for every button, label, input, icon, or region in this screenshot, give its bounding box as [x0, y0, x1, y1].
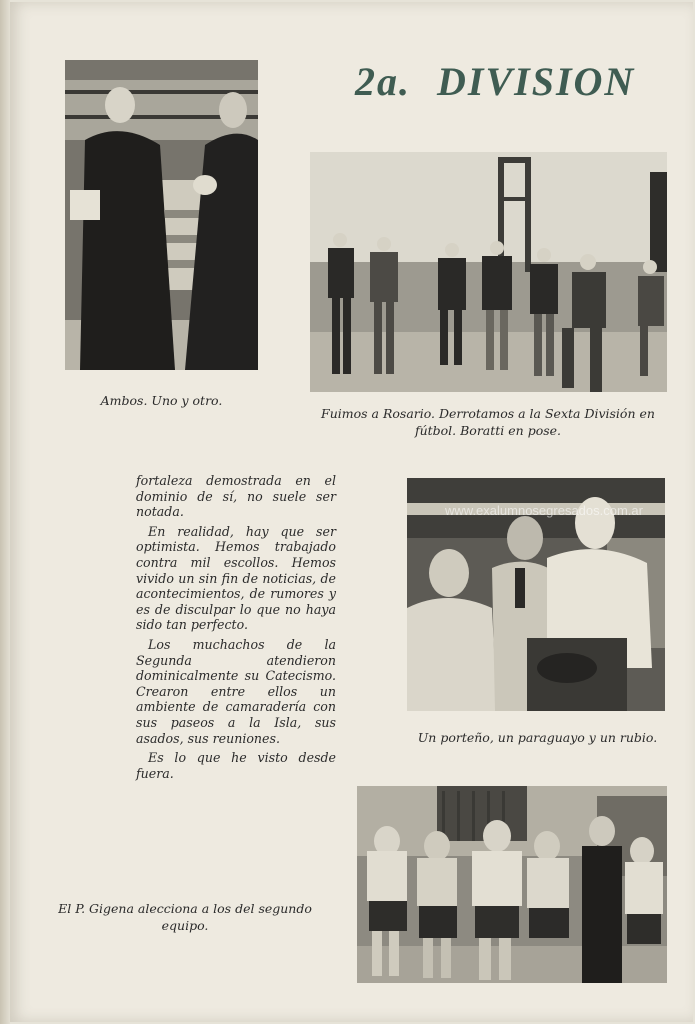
- page-title: [355, 58, 675, 105]
- photo-priests: [65, 60, 258, 370]
- binding-edge: [0, 0, 10, 1024]
- photo-team: [357, 786, 667, 983]
- caption-rosario: Fuimos a Rosario. Derrotamos a la Sexta División en fútbol. Boratti en pose.: [321, 406, 655, 438]
- caption-team: El P. Gigena alecciona a los del segundo equipo.: [58, 901, 312, 933]
- title-number: 2a.: [355, 59, 411, 104]
- article-paragraph: fortaleza demostrada en el dominio de sí, no suele ser notada.: [136, 473, 336, 520]
- watermark: www.exalumnosegresados.com.ar: [445, 503, 643, 518]
- caption-priests: Ambos. Uno y otro.: [100, 393, 223, 408]
- article-paragraph: Es lo que he visto desde fuera.: [136, 750, 336, 781]
- caption-boys: Un porteño, un paraguayo y un rubio.: [417, 730, 658, 745]
- article-paragraph: En realidad, hay que ser optimista. Hemos trabajado contra mil escollos. Hemos vivido un sin fin de noticias, de acontecimientos, de rumores y es de disculpar lo que no haya sido tan perfecto.: [136, 523, 336, 633]
- title-word: DIVISION: [437, 59, 636, 104]
- article-paragraph: Los muchachos de la Segunda atendieron dominicalmente su Catecismo. Crearon entre ellos un ambiente de camaradería con sus paseos a la Isla, sus asados, sus reuniones.: [136, 636, 336, 746]
- article-body: [136, 473, 336, 785]
- photo-rosario: [310, 152, 667, 392]
